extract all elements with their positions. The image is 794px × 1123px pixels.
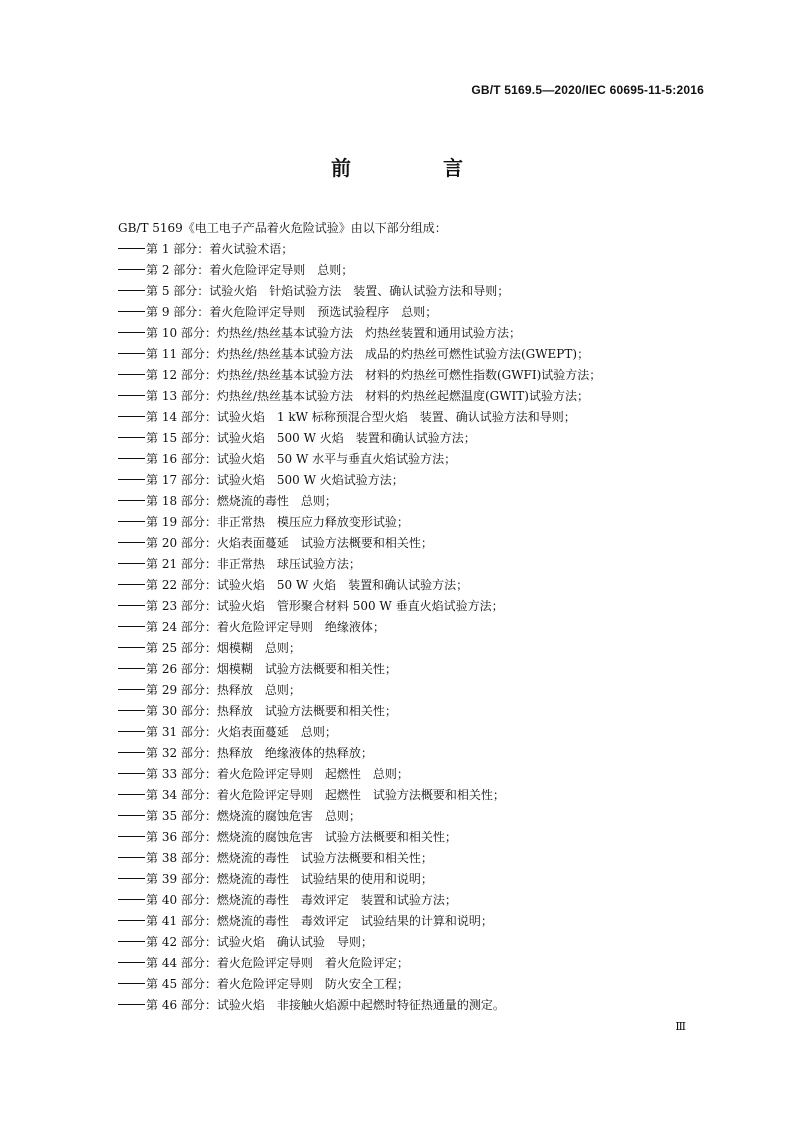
em-dash-marker <box>118 815 145 816</box>
list-item <box>118 764 718 785</box>
list-item <box>118 449 718 470</box>
em-dash-marker <box>118 374 145 375</box>
list-item <box>118 785 718 806</box>
em-dash-marker <box>118 752 145 753</box>
em-dash-marker <box>118 458 145 459</box>
list-item <box>118 932 718 953</box>
list-item <box>118 638 718 659</box>
list-item <box>118 869 718 890</box>
em-dash-marker <box>118 731 145 732</box>
list-item <box>118 659 718 680</box>
part-text: 第 11 部分：灼热丝/热丝基本试验方法 成品的灼热丝可燃性试验方法(GWEPT)； <box>146 347 590 361</box>
part-text: 第 38 部分：燃烧流的毒性 试验方法概要和相关性； <box>146 851 433 865</box>
part-text: 第 10 部分：灼热丝/热丝基本试验方法 灼热丝装置和通用试验方法； <box>146 326 521 340</box>
em-dash-marker <box>118 248 145 249</box>
em-dash-marker <box>118 689 145 690</box>
part-text: 第 18 部分：燃烧流的毒性 总则； <box>146 494 337 508</box>
list-item <box>118 470 718 491</box>
list-item <box>118 953 718 974</box>
em-dash-marker <box>118 563 145 564</box>
page-title: 前 言 <box>331 156 499 180</box>
em-dash-marker <box>118 857 145 858</box>
list-item <box>118 407 718 428</box>
part-text: 第 25 部分：烟模糊 总则； <box>146 641 301 655</box>
part-text: 第 20 部分：火焰表面蔓延 试验方法概要和相关性； <box>146 536 433 550</box>
part-text: 第 42 部分：试验火焰 确认试验 导则； <box>146 935 373 949</box>
list-item <box>118 344 718 365</box>
list-item <box>118 806 718 827</box>
list-item <box>118 722 718 743</box>
part-text: 第 22 部分：试验火焰 50 W 火焰 装置和确认试验方法； <box>146 578 469 592</box>
part-text: 第 16 部分：试验火焰 50 W 水平与垂直火焰试验方法； <box>146 452 457 466</box>
em-dash-marker <box>118 332 145 333</box>
em-dash-marker <box>118 290 145 291</box>
list-item <box>118 890 718 911</box>
part-text: 第 36 部分：燃烧流的腐蚀危害 试验方法概要和相关性； <box>146 830 457 844</box>
part-text: 第 35 部分：燃烧流的腐蚀危害 总则； <box>146 809 361 823</box>
list-item <box>118 428 718 449</box>
em-dash-marker <box>118 311 145 312</box>
part-text: 第 15 部分：试验火焰 500 W 火焰 装置和确认试验方法； <box>146 431 476 445</box>
em-dash-marker <box>118 584 145 585</box>
page-number: Ⅲ <box>675 1020 686 1033</box>
em-dash-marker <box>118 878 145 879</box>
list-item <box>118 974 718 995</box>
intro-paragraph: GB/T 5169《电工电子产品着火危险试验》由以下部分组成： <box>118 221 447 235</box>
list-item <box>118 743 718 764</box>
em-dash-marker <box>118 962 145 963</box>
em-dash-marker <box>118 395 145 396</box>
list-item <box>118 323 718 344</box>
part-text: 第 12 部分：灼热丝/热丝基本试验方法 材料的灼热丝可燃性指数(GWFI)试验方法； <box>146 368 602 382</box>
em-dash-marker <box>118 521 145 522</box>
part-text: 第 2 部分：着火危险评定导则 总则； <box>146 263 354 277</box>
part-text: 第 46 部分：试验火焰 非接触火焰源中起燃时特征热通量的测定。 <box>146 998 505 1012</box>
list-item <box>118 596 718 617</box>
list-item <box>118 533 718 554</box>
part-text: 第 24 部分：着火危险评定导则 绝缘液体； <box>146 620 385 634</box>
part-text: 第 31 部分：火焰表面蔓延 总则； <box>146 725 337 739</box>
list-item <box>118 491 718 512</box>
list-item <box>118 575 718 596</box>
part-text: 第 30 部分：热释放 试验方法概要和相关性； <box>146 704 397 718</box>
part-text: 第 14 部分：试验火焰 1 kW 标称预混合型火焰 装置、确认试验方法和导则； <box>146 410 576 424</box>
em-dash-marker <box>118 1004 145 1005</box>
list-item <box>118 701 718 722</box>
em-dash-marker <box>118 626 145 627</box>
part-text: 第 41 部分：燃烧流的毒性 毒效评定 试验结果的计算和说明； <box>146 914 493 928</box>
parts-list <box>118 239 718 1016</box>
list-item <box>118 260 718 281</box>
part-text: 第 32 部分：热释放 绝缘液体的热释放； <box>146 746 373 760</box>
list-item <box>118 680 718 701</box>
em-dash-marker <box>118 353 145 354</box>
em-dash-marker <box>118 773 145 774</box>
list-item <box>118 512 718 533</box>
part-text: 第 44 部分：着火危险评定导则 着火危险评定； <box>146 956 409 970</box>
list-item <box>118 827 718 848</box>
list-item <box>118 848 718 869</box>
list-item <box>118 239 718 260</box>
part-text: 第 34 部分：着火危险评定导则 起燃性 试验方法概要和相关性； <box>146 788 505 802</box>
list-item <box>118 617 718 638</box>
em-dash-marker <box>118 500 145 501</box>
part-text: 第 9 部分：着火危险评定导则 预选试验程序 总则； <box>146 305 438 319</box>
em-dash-marker <box>118 416 145 417</box>
part-text: 第 45 部分：着火危险评定导则 防火安全工程； <box>146 977 409 991</box>
part-text: 第 1 部分：着火试验术语； <box>146 242 294 256</box>
part-text: 第 26 部分：烟模糊 试验方法概要和相关性； <box>146 662 397 676</box>
part-text: 第 21 部分：非正常热 球压试验方法； <box>146 557 361 571</box>
em-dash-marker <box>118 941 145 942</box>
em-dash-marker <box>118 605 145 606</box>
list-item <box>118 365 718 386</box>
part-text: 第 39 部分：燃烧流的毒性 试验结果的使用和说明； <box>146 872 433 886</box>
list-item <box>118 302 718 323</box>
list-item <box>118 995 718 1016</box>
em-dash-marker <box>118 479 145 480</box>
list-item <box>118 554 718 575</box>
list-item <box>118 911 718 932</box>
part-text: 第 13 部分：灼热丝/热丝基本试验方法 材料的灼热丝起燃温度(GWIT)试验方法； <box>146 389 589 403</box>
list-item <box>118 386 718 407</box>
em-dash-marker <box>118 983 145 984</box>
em-dash-marker <box>118 794 145 795</box>
part-text: 第 17 部分：试验火焰 500 W 火焰试验方法； <box>146 473 404 487</box>
em-dash-marker <box>118 836 145 837</box>
em-dash-marker <box>118 710 145 711</box>
em-dash-marker <box>118 647 145 648</box>
part-text: 第 40 部分：燃烧流的毒性 毒效评定 装置和试验方法； <box>146 893 457 907</box>
part-text: 第 23 部分：试验火焰 管形聚合材料 500 W 垂直火焰试验方法； <box>146 599 504 613</box>
em-dash-marker <box>118 542 145 543</box>
standard-code: GB/T 5169.5—2020/IEC 60695-11-5:2016 <box>471 83 704 97</box>
part-text: 第 5 部分：试验火焰 针焰试验方法 装置、确认试验方法和导则； <box>146 284 510 298</box>
list-item <box>118 281 718 302</box>
part-text: 第 19 部分：非正常热 模压应力释放变形试验； <box>146 515 409 529</box>
part-text: 第 33 部分：着火危险评定导则 起燃性 总则； <box>146 767 409 781</box>
document-body <box>118 218 718 1016</box>
em-dash-marker <box>118 437 145 438</box>
em-dash-marker <box>118 899 145 900</box>
em-dash-marker <box>118 920 145 921</box>
em-dash-marker <box>118 269 145 270</box>
em-dash-marker <box>118 668 145 669</box>
part-text: 第 29 部分：热释放 总则； <box>146 683 301 697</box>
